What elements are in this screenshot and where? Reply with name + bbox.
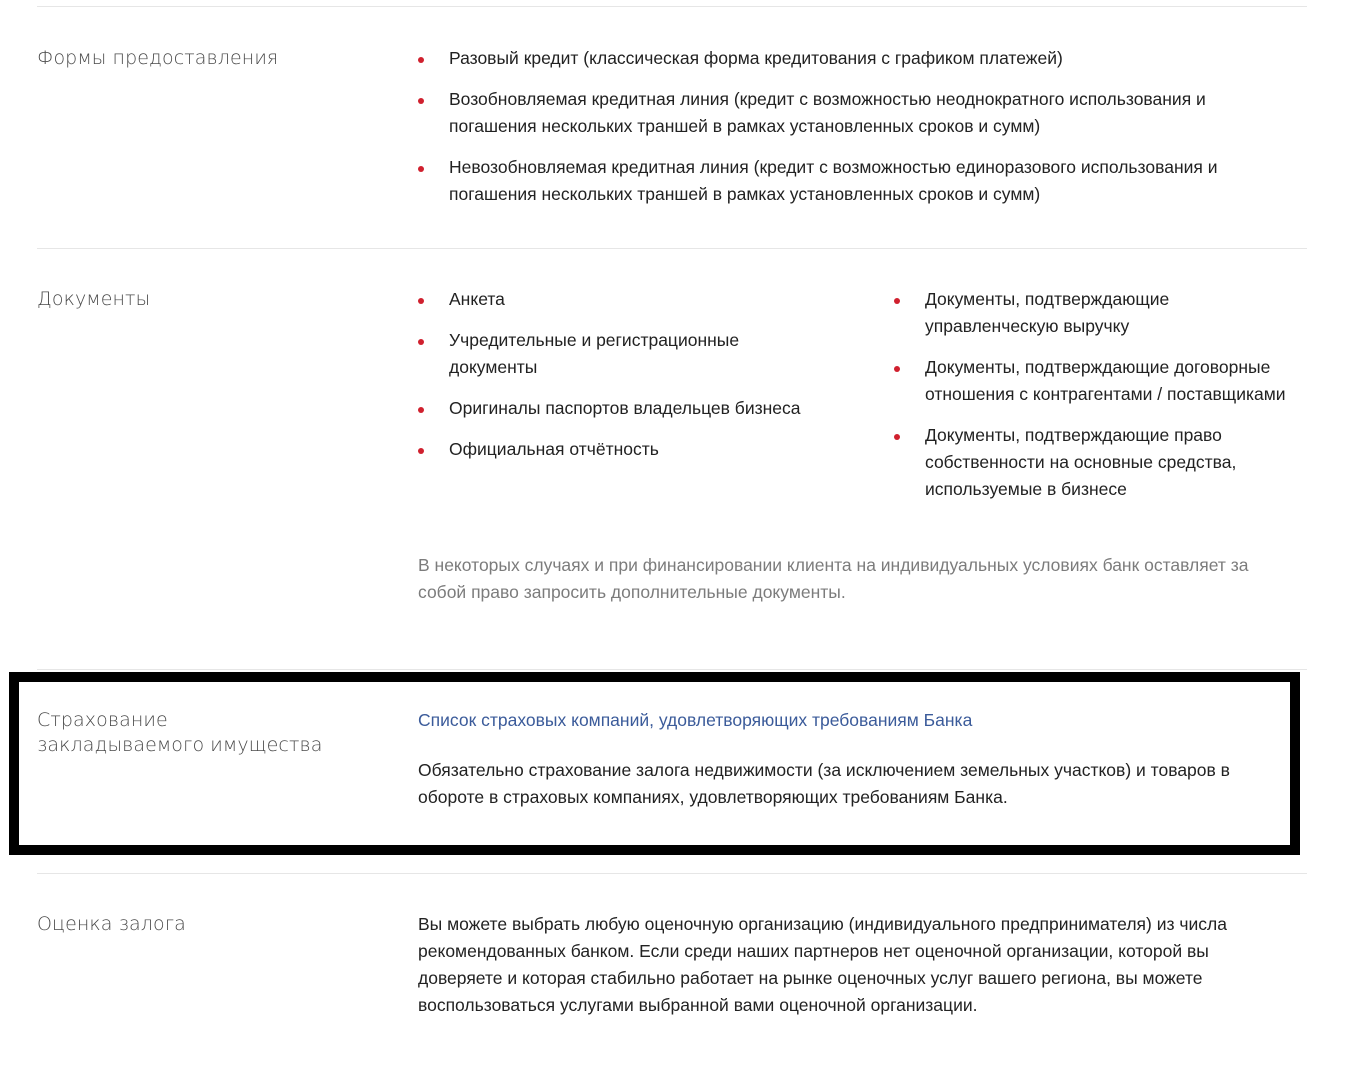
bullet-icon <box>418 448 424 454</box>
documents-list-right <box>894 286 1304 517</box>
list-item <box>418 154 1238 208</box>
section-title-forms: Формы предоставления <box>37 47 279 69</box>
list-item-text: Официальная отчётность <box>449 439 659 459</box>
section-divider <box>37 248 1307 249</box>
list-item-text: Документы, подтверждающие управленческую выручку <box>925 289 1170 336</box>
list-item <box>418 436 818 463</box>
list-item <box>418 86 1238 140</box>
documents-note: В некоторых случаях и при финансировании клиента на индивидуальных условиях банк оставляет за собой право запросить дополнительные документы. <box>418 555 1249 602</box>
section-divider <box>37 873 1307 874</box>
list-item <box>418 327 818 381</box>
list-item-text: Возобновляемая кредитная линия (кредит с возможностью неоднократного использования и погашения нескольких траншей в рамках установленных сроков и сумм) <box>449 89 1206 136</box>
list-item <box>418 395 818 422</box>
list-item-text: Анкета <box>449 289 505 309</box>
list-item-text: Невозобновляемая кредитная линия (кредит с возможностью единоразового использования и погашения нескольких траншей в рамках установленных сроков и сумм) <box>449 157 1218 204</box>
appraisal-text: Вы можете выбрать любую оценочную организацию (индивидуального предпринимателя) из числа рекомендованных банком. Если среди наших партнеров нет оценочной организации, которой вы доверяете и которая стабильно работает на рынке оценочных услуг вашего региона, вы можете воспользоваться услугами выбранной вами оценочной организации. <box>418 914 1227 1015</box>
bullet-icon <box>418 298 424 304</box>
section-divider <box>37 669 1307 670</box>
list-item-text: Документы, подтверждающие право собственности на основные средства, используемые в бизнесе <box>925 425 1237 499</box>
bullet-icon <box>894 366 900 372</box>
forms-list <box>418 45 1238 222</box>
list-item <box>894 286 1304 340</box>
section-title-insurance: Страхование закладываемого имущества <box>37 709 323 756</box>
list-item <box>418 286 818 313</box>
documents-list-left <box>418 286 818 477</box>
bullet-icon <box>894 434 900 440</box>
bullet-icon <box>894 298 900 304</box>
insurance-text: Обязательно страхование залога недвижимости (за исключением земельных участков) и товаров в обороте в страховых компаниях, удовлетворяющих требованиям Банка. <box>418 760 1230 807</box>
highlight-frame <box>9 672 1300 855</box>
list-item-text: Разовый кредит (классическая форма кредитования с графиком платежей) <box>449 48 1063 68</box>
list-item <box>418 45 1238 72</box>
list-item-text: Документы, подтверждающие договорные отношения с контрагентами / поставщиками <box>925 357 1286 404</box>
bullet-icon <box>418 339 424 345</box>
bullet-icon <box>418 407 424 413</box>
section-divider <box>37 6 1307 7</box>
list-item-text: Оригиналы паспортов владельцев бизнеса <box>449 398 801 418</box>
list-item-text: Учредительные и регистрационные документы <box>449 330 740 377</box>
section-title-documents: Документы <box>37 288 151 310</box>
list-item <box>894 422 1304 503</box>
insurance-companies-link[interactable]: Список страховых компаний, удовлетворяющих требованиям Банка <box>418 710 973 730</box>
bullet-icon <box>418 57 424 63</box>
list-item <box>894 354 1304 408</box>
bullet-icon <box>418 166 424 172</box>
section-title-appraisal: Оценка залога <box>37 913 186 935</box>
bullet-icon <box>418 98 424 104</box>
